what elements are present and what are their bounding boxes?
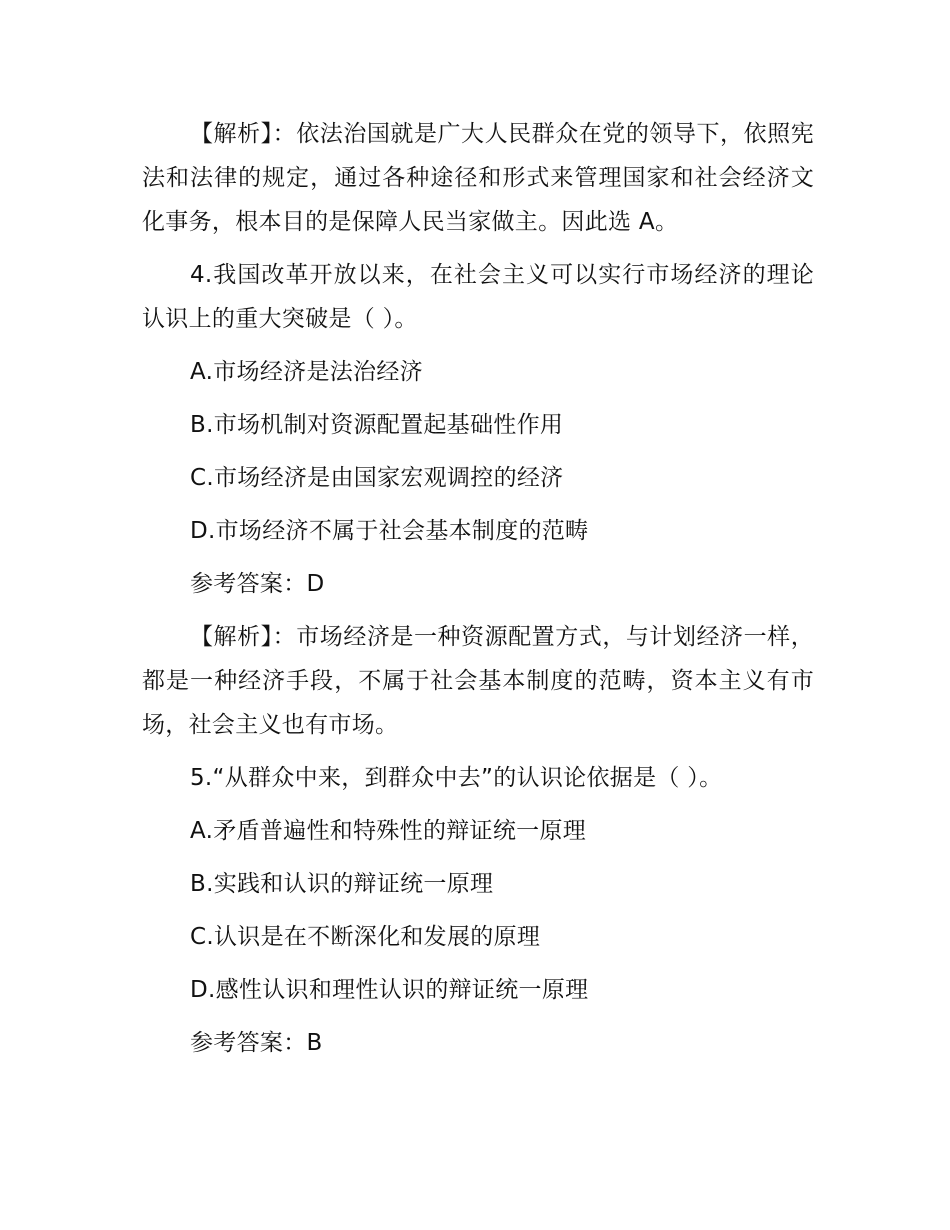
question-4-answer: 参考答案：D [190, 571, 325, 597]
document-body [142, 112, 814, 1074]
question-4-option-a: A.市场经济是法治经济 [190, 359, 423, 385]
question-5-stem: 5.“从群众中来，到群众中去”的认识论依据是（ ）。 [190, 765, 723, 791]
analysis-paragraph-q4: 【解析】：市场经济是一种资源配置方式，与计划经济一样，都是一种经济手段，不属于社会基本制度的范畴，资本主义有市场，社会主义也有市场。 [142, 624, 814, 738]
question-5-option-c: C.认识是在不断深化和发展的原理 [190, 924, 541, 950]
question-5-option-d: D.感性认识和理性认识的辩证统一原理 [190, 977, 589, 1003]
question-5-option-b: B.实践和认识的辩证统一原理 [190, 871, 494, 897]
question-5-option-a: A.矛盾普遍性和特殊性的辩证统一原理 [190, 818, 587, 844]
analysis-paragraph-q3: 【解析】：依法治国就是广大人民群众在党的领导下，依照宪法和法律的规定，通过各种途径和形式来管理国家和社会经济文化事务，根本目的是保障人民当家做主。因此选 A。 [142, 121, 814, 235]
question-4-option-c: C.市场经济是由国家宏观调控的经济 [190, 465, 564, 491]
question-5-answer: 参考答案：B [190, 1030, 323, 1056]
question-4-option-d: D.市场经济不属于社会基本制度的范畴 [190, 518, 589, 544]
question-4-option-b: B.市场机制对资源配置起基础性作用 [190, 412, 564, 438]
question-4-stem: 4.我国改革开放以来，在社会主义可以实行市场经济的理论认识上的重大突破是（ ）。 [142, 262, 814, 332]
